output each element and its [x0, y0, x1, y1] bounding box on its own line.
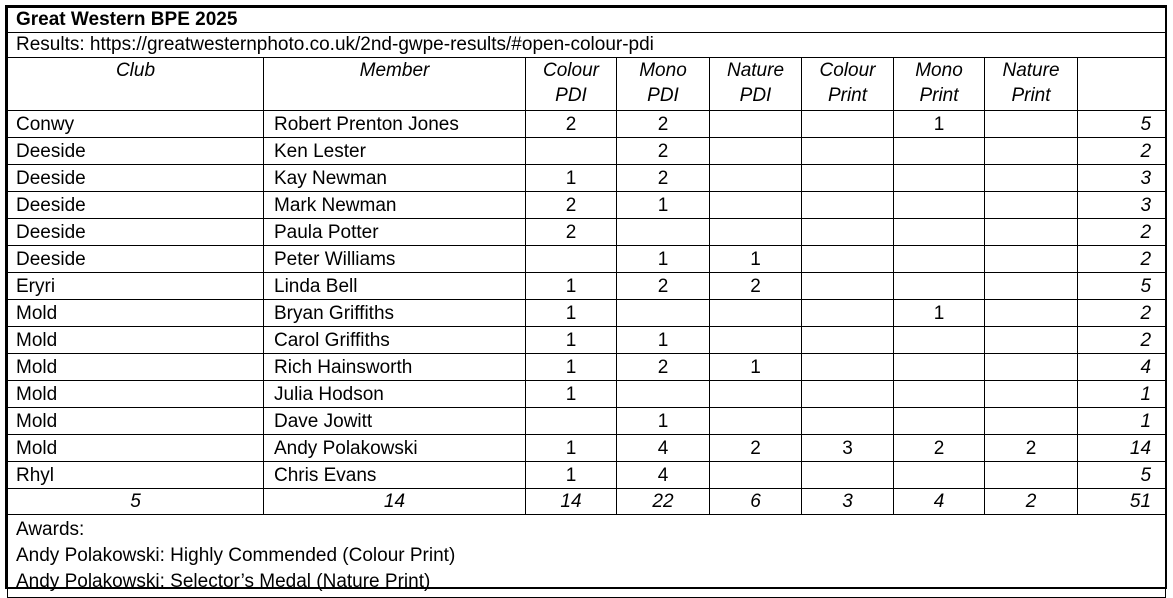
member-cell: Mark Newman [264, 192, 526, 219]
table-row [8, 327, 1166, 354]
member-cell: Carol Griffiths [264, 327, 526, 354]
header-mono-pdi: Mono PDI [617, 58, 710, 111]
nature-pdi-cell [710, 219, 802, 246]
mono-pdi-cell [617, 219, 710, 246]
member-cell: Dave Jowitt [264, 408, 526, 435]
nature-print-cell [985, 219, 1078, 246]
award-item: Andy Polakowski: Selector’s Medal (Nature Print) [16, 571, 431, 592]
grand-total: 51 [1078, 489, 1166, 515]
total-cell: 3 [1078, 165, 1166, 192]
nature-pdi-cell [710, 111, 802, 138]
total-cell: 5 [1078, 273, 1166, 300]
colour-print-cell [802, 462, 894, 489]
mono-pdi-cell [617, 381, 710, 408]
colour-pdi-cell: 1 [526, 165, 617, 192]
total-cell: 5 [1078, 111, 1166, 138]
table-row [8, 192, 1166, 219]
header-colour-pdi: Colour PDI [526, 58, 617, 111]
nature-pdi-cell: 1 [710, 354, 802, 381]
results-table [7, 7, 1166, 598]
club-cell: Mold [8, 435, 264, 462]
nature-pdi-cell [710, 408, 802, 435]
nature-pdi-cell [710, 300, 802, 327]
member-cell: Bryan Griffiths [264, 300, 526, 327]
club-cell: Eryri [8, 273, 264, 300]
member-cell: Ken Lester [264, 138, 526, 165]
total-colour-print: 3 [802, 489, 894, 515]
nature-print-cell [985, 273, 1078, 300]
club-cell: Deeside [8, 246, 264, 273]
header-club: Club [8, 58, 264, 111]
colour-print-cell [802, 300, 894, 327]
club-cell: Deeside [8, 138, 264, 165]
colour-pdi-cell: 2 [526, 111, 617, 138]
total-clubs: 5 [8, 489, 264, 515]
table-row [8, 300, 1166, 327]
table-row [8, 408, 1166, 435]
colour-print-cell [802, 219, 894, 246]
mono-print-cell [894, 192, 985, 219]
total-colour-pdi: 14 [526, 489, 617, 515]
total-cell: 1 [1078, 381, 1166, 408]
total-cell: 2 [1078, 219, 1166, 246]
mono-pdi-cell: 1 [617, 192, 710, 219]
award-item: Andy Polakowski: Highly Commended (Colour Print) [16, 545, 456, 566]
member-cell: Kay Newman [264, 165, 526, 192]
nature-pdi-cell [710, 165, 802, 192]
nature-print-cell [985, 192, 1078, 219]
mono-pdi-cell: 4 [617, 462, 710, 489]
header-total [1078, 58, 1166, 111]
club-cell: Mold [8, 327, 264, 354]
colour-pdi-cell: 2 [526, 219, 617, 246]
colour-print-cell [802, 354, 894, 381]
mono-print-cell [894, 462, 985, 489]
member-cell: Rich Hainsworth [264, 354, 526, 381]
colour-print-cell [802, 408, 894, 435]
table-row [8, 381, 1166, 408]
nature-pdi-cell [710, 192, 802, 219]
table-row [8, 246, 1166, 273]
mono-print-cell [894, 354, 985, 381]
nature-print-cell [985, 138, 1078, 165]
nature-pdi-cell [710, 381, 802, 408]
total-nature-print: 2 [985, 489, 1078, 515]
club-cell: Deeside [8, 192, 264, 219]
mono-pdi-cell: 2 [617, 273, 710, 300]
colour-print-cell [802, 246, 894, 273]
awards-heading: Awards: [16, 519, 85, 540]
mono-pdi-cell: 4 [617, 435, 710, 462]
colour-pdi-cell: 1 [526, 327, 617, 354]
awards-cell [8, 515, 1166, 598]
nature-print-cell [985, 111, 1078, 138]
colour-pdi-cell: 2 [526, 192, 617, 219]
mono-pdi-cell: 2 [617, 354, 710, 381]
mono-print-cell [894, 408, 985, 435]
page-title: Great Western BPE 2025 [8, 8, 1166, 33]
club-cell: Deeside [8, 219, 264, 246]
colour-pdi-cell: 1 [526, 381, 617, 408]
header-nature-print: Nature Print [985, 58, 1078, 111]
nature-pdi-cell [710, 327, 802, 354]
mono-pdi-cell: 1 [617, 327, 710, 354]
member-cell: Chris Evans [264, 462, 526, 489]
nature-print-cell [985, 462, 1078, 489]
awards-section [8, 515, 1165, 597]
table-row [8, 165, 1166, 192]
total-cell: 5 [1078, 462, 1166, 489]
club-cell: Mold [8, 300, 264, 327]
colour-print-cell [802, 273, 894, 300]
nature-print-cell [985, 381, 1078, 408]
mono-print-cell: 1 [894, 111, 985, 138]
club-cell: Conwy [8, 111, 264, 138]
nature-pdi-cell: 2 [710, 435, 802, 462]
mono-print-cell [894, 381, 985, 408]
mono-pdi-cell [617, 300, 710, 327]
mono-print-cell [894, 219, 985, 246]
colour-pdi-cell [526, 246, 617, 273]
club-cell: Mold [8, 354, 264, 381]
member-cell: Peter Williams [264, 246, 526, 273]
nature-print-cell [985, 327, 1078, 354]
colour-print-cell [802, 111, 894, 138]
mono-pdi-cell: 2 [617, 165, 710, 192]
colour-print-cell [802, 327, 894, 354]
table-row [8, 138, 1166, 165]
mono-print-cell: 1 [894, 300, 985, 327]
total-cell: 3 [1078, 192, 1166, 219]
club-cell: Rhyl [8, 462, 264, 489]
member-cell: Andy Polakowski [264, 435, 526, 462]
nature-pdi-cell: 1 [710, 246, 802, 273]
colour-pdi-cell: 1 [526, 354, 617, 381]
colour-print-cell [802, 381, 894, 408]
total-cell: 4 [1078, 354, 1166, 381]
mono-print-cell [894, 246, 985, 273]
colour-pdi-cell [526, 138, 617, 165]
member-cell: Paula Potter [264, 219, 526, 246]
totals-row [8, 489, 1166, 515]
table-row [8, 111, 1166, 138]
total-mono-print: 4 [894, 489, 985, 515]
total-members: 14 [264, 489, 526, 515]
colour-print-cell [802, 192, 894, 219]
club-cell: Mold [8, 381, 264, 408]
nature-print-cell [985, 354, 1078, 381]
colour-print-cell [802, 165, 894, 192]
colour-pdi-cell: 1 [526, 300, 617, 327]
total-cell: 2 [1078, 138, 1166, 165]
nature-pdi-cell [710, 138, 802, 165]
total-cell: 2 [1078, 327, 1166, 354]
mono-print-cell [894, 327, 985, 354]
table-row [8, 354, 1166, 381]
nature-print-cell [985, 246, 1078, 273]
colour-pdi-cell: 1 [526, 273, 617, 300]
nature-pdi-cell [710, 462, 802, 489]
mono-pdi-cell: 1 [617, 246, 710, 273]
mono-pdi-cell: 2 [617, 138, 710, 165]
nature-pdi-cell: 2 [710, 273, 802, 300]
header-row [8, 58, 1166, 111]
colour-pdi-cell: 1 [526, 435, 617, 462]
colour-pdi-cell: 1 [526, 462, 617, 489]
nature-print-cell [985, 408, 1078, 435]
club-cell: Deeside [8, 165, 264, 192]
header-member: Member [264, 58, 526, 111]
nature-print-cell [985, 300, 1078, 327]
mono-print-cell: 2 [894, 435, 985, 462]
results-sheet [5, 5, 1167, 592]
total-nature-pdi: 6 [710, 489, 802, 515]
table-row [8, 435, 1166, 462]
member-cell: Linda Bell [264, 273, 526, 300]
nature-print-cell [985, 165, 1078, 192]
total-cell: 1 [1078, 408, 1166, 435]
member-cell: Robert Prenton Jones [264, 111, 526, 138]
nature-print-cell: 2 [985, 435, 1078, 462]
colour-pdi-cell [526, 408, 617, 435]
colour-print-cell: 3 [802, 435, 894, 462]
header-mono-print: Mono Print [894, 58, 985, 111]
total-cell: 14 [1078, 435, 1166, 462]
header-colour-print: Colour Print [802, 58, 894, 111]
mono-print-cell [894, 165, 985, 192]
total-mono-pdi: 22 [617, 489, 710, 515]
club-cell: Mold [8, 408, 264, 435]
colour-print-cell [802, 138, 894, 165]
table-row [8, 462, 1166, 489]
mono-pdi-cell: 1 [617, 408, 710, 435]
results-link[interactable]: Results: https://greatwesternphoto.co.uk/2nd-gwpe-results/#open-colour-pdi [8, 33, 1166, 58]
total-cell: 2 [1078, 300, 1166, 327]
table-row [8, 273, 1166, 300]
mono-pdi-cell: 2 [617, 111, 710, 138]
table-row [8, 219, 1166, 246]
total-cell: 2 [1078, 246, 1166, 273]
mono-print-cell [894, 138, 985, 165]
header-nature-pdi: Nature PDI [710, 58, 802, 111]
mono-print-cell [894, 273, 985, 300]
member-cell: Julia Hodson [264, 381, 526, 408]
